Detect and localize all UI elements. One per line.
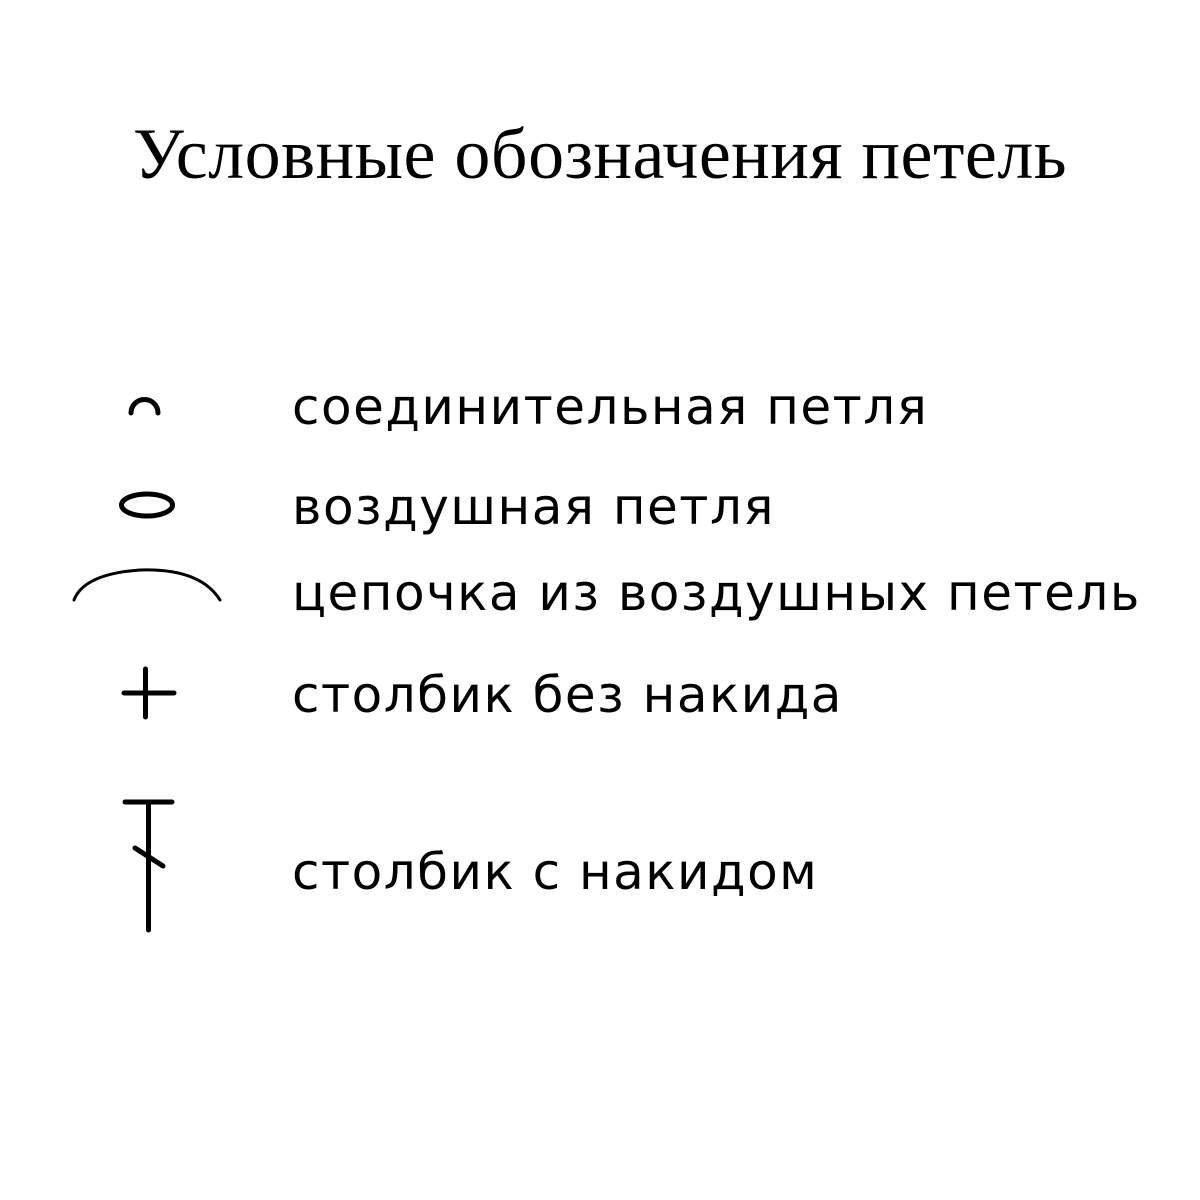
legend-label-chain-arc: цепочка из воздушных петель — [292, 564, 1141, 622]
slip-stitch-icon — [0, 370, 200, 450]
legend-row-double-crochet — [0, 790, 1200, 940]
legend-label-slip-stitch: соединительная петля — [292, 378, 929, 436]
legend-row-slip-stitch — [0, 370, 1200, 450]
double-crochet-icon — [0, 790, 200, 940]
legend-row-chain-stitch — [0, 470, 1200, 550]
legend-row-chain-arc — [0, 550, 1200, 630]
legend-label-chain-stitch: воздушная петля — [292, 478, 775, 536]
chain-arc-icon — [0, 550, 240, 630]
legend-label-double-crochet: столбик с накидом — [292, 843, 819, 901]
legend-row-single-crochet — [0, 655, 1200, 735]
single-crochet-icon — [0, 655, 200, 735]
chain-stitch-icon — [0, 470, 200, 550]
legend-label-single-crochet: столбик без накида — [292, 666, 843, 724]
page-title: Условные обозначения петель — [132, 114, 1068, 194]
